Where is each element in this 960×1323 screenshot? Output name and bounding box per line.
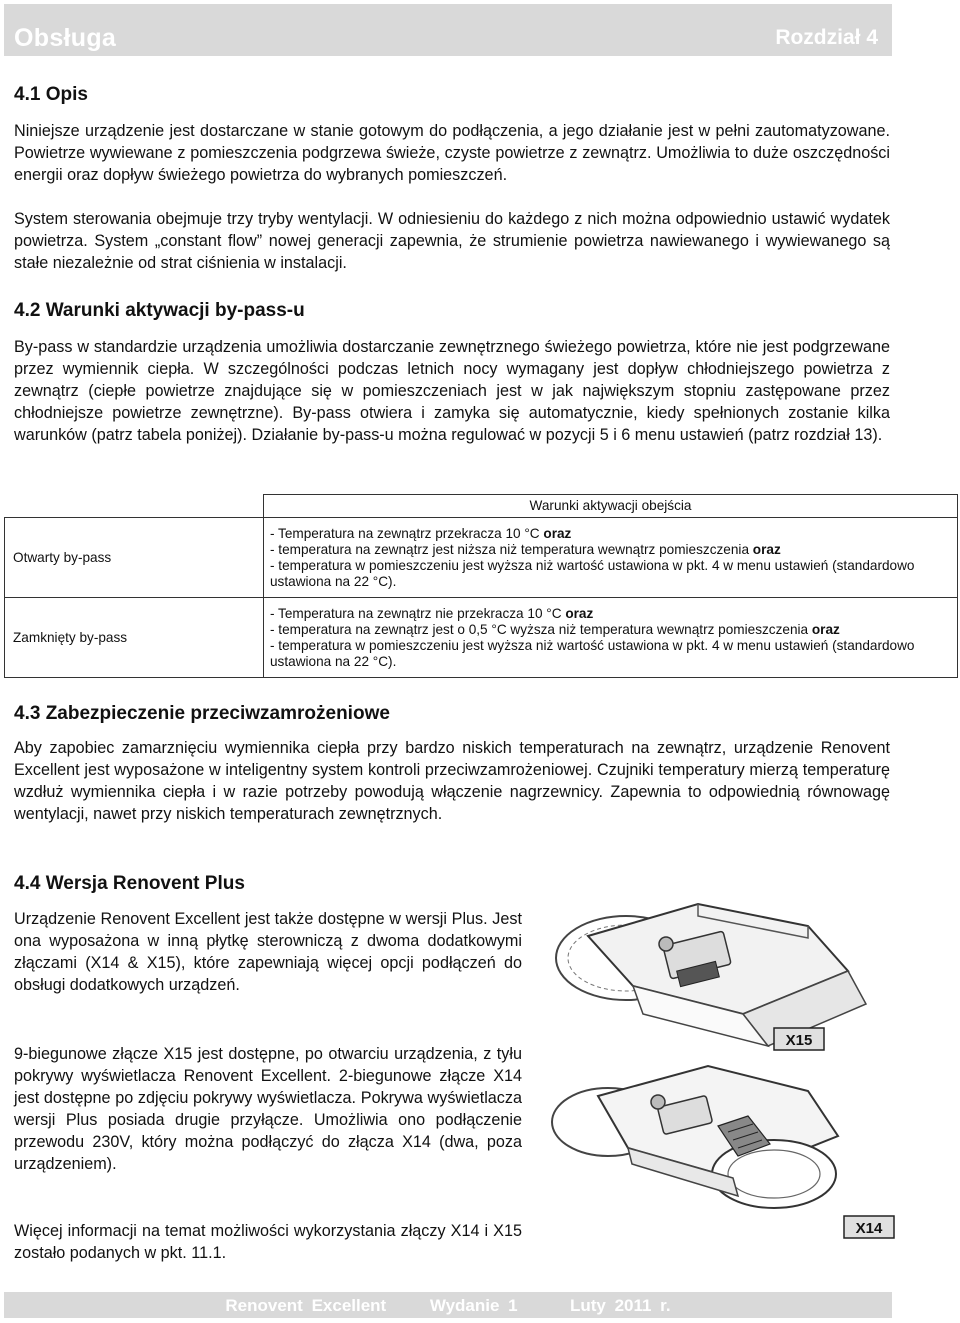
row-conditions-open [264, 518, 958, 598]
condition-line: - temperatura w pomieszczeniu jest wyższa niż wartość ustawiona w pkt. 4 w menu ustawień (standardowo ustawiona na 22 °C). [270, 637, 915, 669]
condition-line: - Temperatura na zewnątrz nie przekracza 10 °C oraz [270, 605, 594, 621]
section-4-1-paragraph-1: Niniejsze urządzenie jest dostarczane w stanie gotowym do podłączenia, a jego działanie jest w pełni zautomatyzowane. Powietrze wywiewane z pomieszczenia podgrzewa świeże, czyste powietrze z zewnątrz. Umożliwia to duże oszczędności energii oraz dopływ świeżego powietrza do wybranych pomieszczeń. [14, 122, 890, 184]
section-4-4-paragraph-2: 9-biegunowe złącze X15 jest dostępne, po otwarciu urządzenia, z tyłu pokrywy wyświetlacza Renovent Excellent. 2-biegunowe złącze X14 jest dostępne po zdjęciu pokrywy wyświetlacza. Pokrywa wyświetlacza wersji Plus posiada drugie przyłącze. Umożliwia ono podłączenie przewodu 230V, który można podłączyć do złącza X14 (dwa, poza urządzeniem). [14, 1045, 522, 1173]
section-4-3-heading: 4.3 Zabezpieczenie przeciwzamrożeniowe [14, 703, 390, 724]
condition-line: - temperatura na zewnątrz jest o 0,5 °C wyższa niż temperatura wewnątrz pomieszczenia oraz [270, 621, 840, 637]
section-4-3-paragraph: Aby zapobiec zamarznięciu wymiennika ciepła przy bardzo niskich temperaturach na zewnątrz, urządzenie Renovent Excellent jest wyposażone w inteligentny system kontroli przeciwzamrożeniowej. Czujniki temperatury mierzą temperaturę wzdłuż wymiennika ciepła i w razie potrzeby powodują włączenie nagrzewnicy. Zapewnia to odpowiednią równowagę wentylacji, nawet przy niskich temperaturach zewnętrznych. [14, 739, 890, 823]
section-4-4-paragraph-3: Więcej informacji na temat możliwości wykorzystania złączy X14 i X15 zostało podanych w pkt. 11.1. [14, 1222, 522, 1262]
footer-date: Luty 2011 r. [569, 1296, 671, 1315]
x15-label: X15 [785, 1032, 813, 1049]
condition-line: - temperatura na zewnątrz jest niższa niż temperatura wewnątrz pomieszczenia oraz [270, 541, 781, 557]
section-4-2-heading: 4.2 Warunki aktywacji by-pass-u [14, 300, 305, 321]
section-4-4-paragraph-1: Urządzenie Renovent Excellent jest także dostępne w wersji Plus. Jest ona wyposażona w inną płytkę sterowniczą z dwoma dodatkowymi złączami (X14 & X15), które zapewniają więcej opcji podłączeń do obsługi dodatkowych urządzeń. [14, 910, 522, 994]
table-header: Warunki aktywacji obejścia [264, 495, 958, 518]
footer-edition: Wydanie 1 [429, 1296, 518, 1315]
section-4-2-paragraph: By-pass w standardzie urządzenia umożliwia dostarczanie zewnętrznego świeżego powietrza, które nie jest podgrzewane przez wymiennik ciepła. W szczególności podczas letnich nocy wymagany jest dopływ chłodniejszego powietrza z zewnątrz (ciepłe powietrze znajdujące się w pomieszczeniach jest w jak największym stopniu zastępowane przez chłodniejsze powietrze zewnętrzne). By-pass otwiera i zamyka się automatycznie, kiedy spełnionych zostanie kilka warunków (patrz tabela poniżej). Działanie by-pass-u można regulować w pozycji 5 i 6 menu ustawień (patrz rozdział 13). [14, 338, 890, 444]
section-4-4-heading: 4.4 Wersja Renovent Plus [14, 873, 245, 894]
chapter-label: Rozdział 4 [775, 26, 878, 49]
page-header [4, 4, 892, 56]
section-4-1-paragraph-2: System sterowania obejmuje trzy tryby wentylacji. W odniesieniu do każdego z nich można odpowiednio ustawić wydatek powietrza. System „constant flow” nowej generacji zapewnia, że strumienie powietrza nawiewanego i wywiewanego są stałe niezależnie od strat ciśnienia w instalacji. [14, 210, 890, 272]
device-illustration [548, 896, 960, 1246]
row-label-closed: Zamknięty by-pass [5, 598, 264, 678]
footer-product: Renovent Excellent [225, 1296, 387, 1315]
table-row [5, 518, 958, 598]
page-footer [4, 1292, 892, 1318]
condition-line: - temperatura w pomieszczeniu jest wyższa niż wartość ustawiona w pkt. 4 w menu ustawień (standardowo ustawiona na 22 °C). [270, 557, 915, 589]
page-title: Obsługa [14, 24, 117, 52]
row-conditions-closed [264, 598, 958, 678]
row-label-open: Otwarty by-pass [5, 518, 264, 598]
x14-label: X14 [855, 1220, 883, 1237]
table-row [5, 598, 958, 678]
condition-line: - Temperatura na zewnątrz przekracza 10 °C oraz [270, 525, 572, 541]
bypass-conditions-table [4, 494, 958, 678]
device-connectors-figure [548, 896, 960, 1246]
section-4-1-heading: 4.1 Opis [14, 84, 88, 105]
